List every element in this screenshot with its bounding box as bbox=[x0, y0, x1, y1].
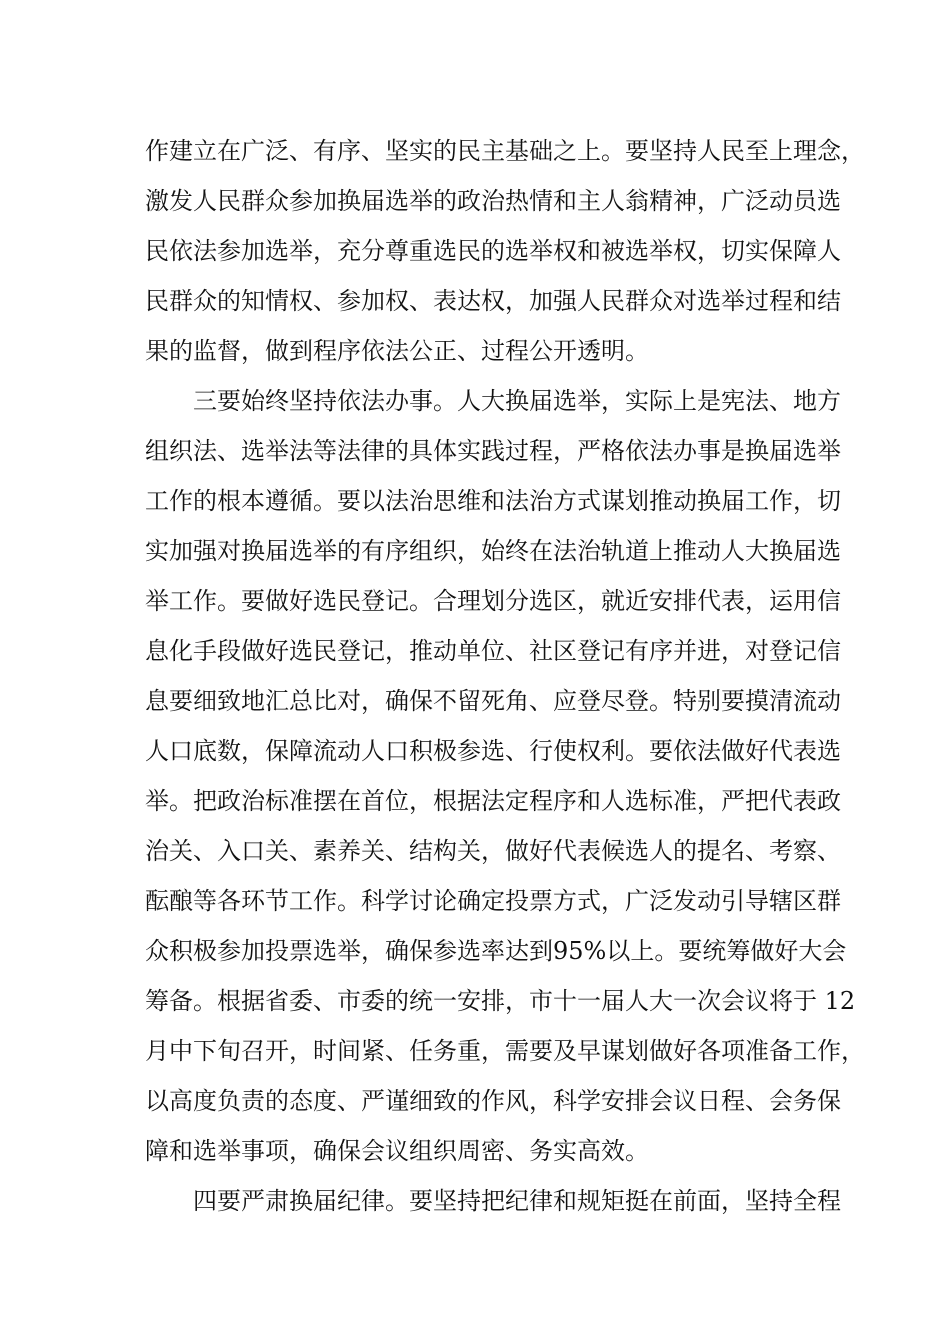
text-line: 月中下旬召开，时间紧、任务重，需要及早谋划做好各项准备工作， bbox=[145, 1037, 865, 1065]
text-line: 治关、入口关、素养关、结构关，做好代表候选人的提名、考察、 bbox=[145, 837, 841, 865]
text-line: 众积极参加投票选举，确保参选率达到95%以上。要统筹做好大会 bbox=[145, 937, 847, 965]
paragraph-first-line: 三要始终坚持依法办事。人大换届选举，实际上是宪法、地方 bbox=[193, 387, 841, 415]
text-line: 民依法参加选举，充分尊重选民的选举权和被选举权，切实保障人 bbox=[145, 237, 841, 265]
text-line: 筹备。根据省委、市委的统一安排，市十一届人大一次会议将于 12 bbox=[145, 987, 856, 1015]
text-line: 酝酿等各环节工作。科学讨论确定投票方式，广泛发动引导辖区群 bbox=[145, 887, 841, 915]
text-line: 以高度负责的态度、严谨细致的作风，科学安排会议日程、会务保 bbox=[145, 1087, 841, 1115]
text-line: 息化手段做好选民登记，推动单位、社区登记有序并进，对登记信 bbox=[145, 637, 841, 665]
text-line: 举工作。要做好选民登记。合理划分选区，就近安排代表，运用信 bbox=[145, 587, 841, 615]
text-line: 息要细致地汇总比对，确保不留死角、应登尽登。特别要摸清流动 bbox=[145, 687, 841, 715]
text-line: 障和选举事项，确保会议组织周密、务实高效。 bbox=[145, 1137, 649, 1165]
text-line: 实加强对换届选举的有序组织，始终在法治轨道上推动人大换届选 bbox=[145, 537, 841, 565]
text-line: 举。把政治标准摆在首位，根据法定程序和人选标准，严把代表政 bbox=[145, 787, 841, 815]
text-line: 工作的根本遵循。要以法治思维和法治方式谋划推动换届工作，切 bbox=[145, 487, 841, 515]
text-line: 激发人民群众参加换届选举的政治热情和主人翁精神，广泛动员选 bbox=[145, 187, 841, 215]
text-line: 果的监督，做到程序依法公正、过程公开透明。 bbox=[145, 337, 649, 365]
text-line: 民群众的知情权、参加权、表达权，加强人民群众对选举过程和结 bbox=[145, 287, 841, 315]
text-line: 作建立在广泛、有序、坚实的民主基础之上。要坚持人民至上理念， bbox=[145, 137, 865, 165]
text-line: 人口底数，保障流动人口积极参选、行使权利。要依法做好代表选 bbox=[145, 737, 841, 765]
text-line: 组织法、选举法等法律的具体实践过程，严格依法办事是换届选举 bbox=[145, 437, 841, 465]
paragraph-first-line: 四要严肃换届纪律。要坚持把纪律和规矩挺在前面，坚持全程 bbox=[193, 1187, 841, 1215]
